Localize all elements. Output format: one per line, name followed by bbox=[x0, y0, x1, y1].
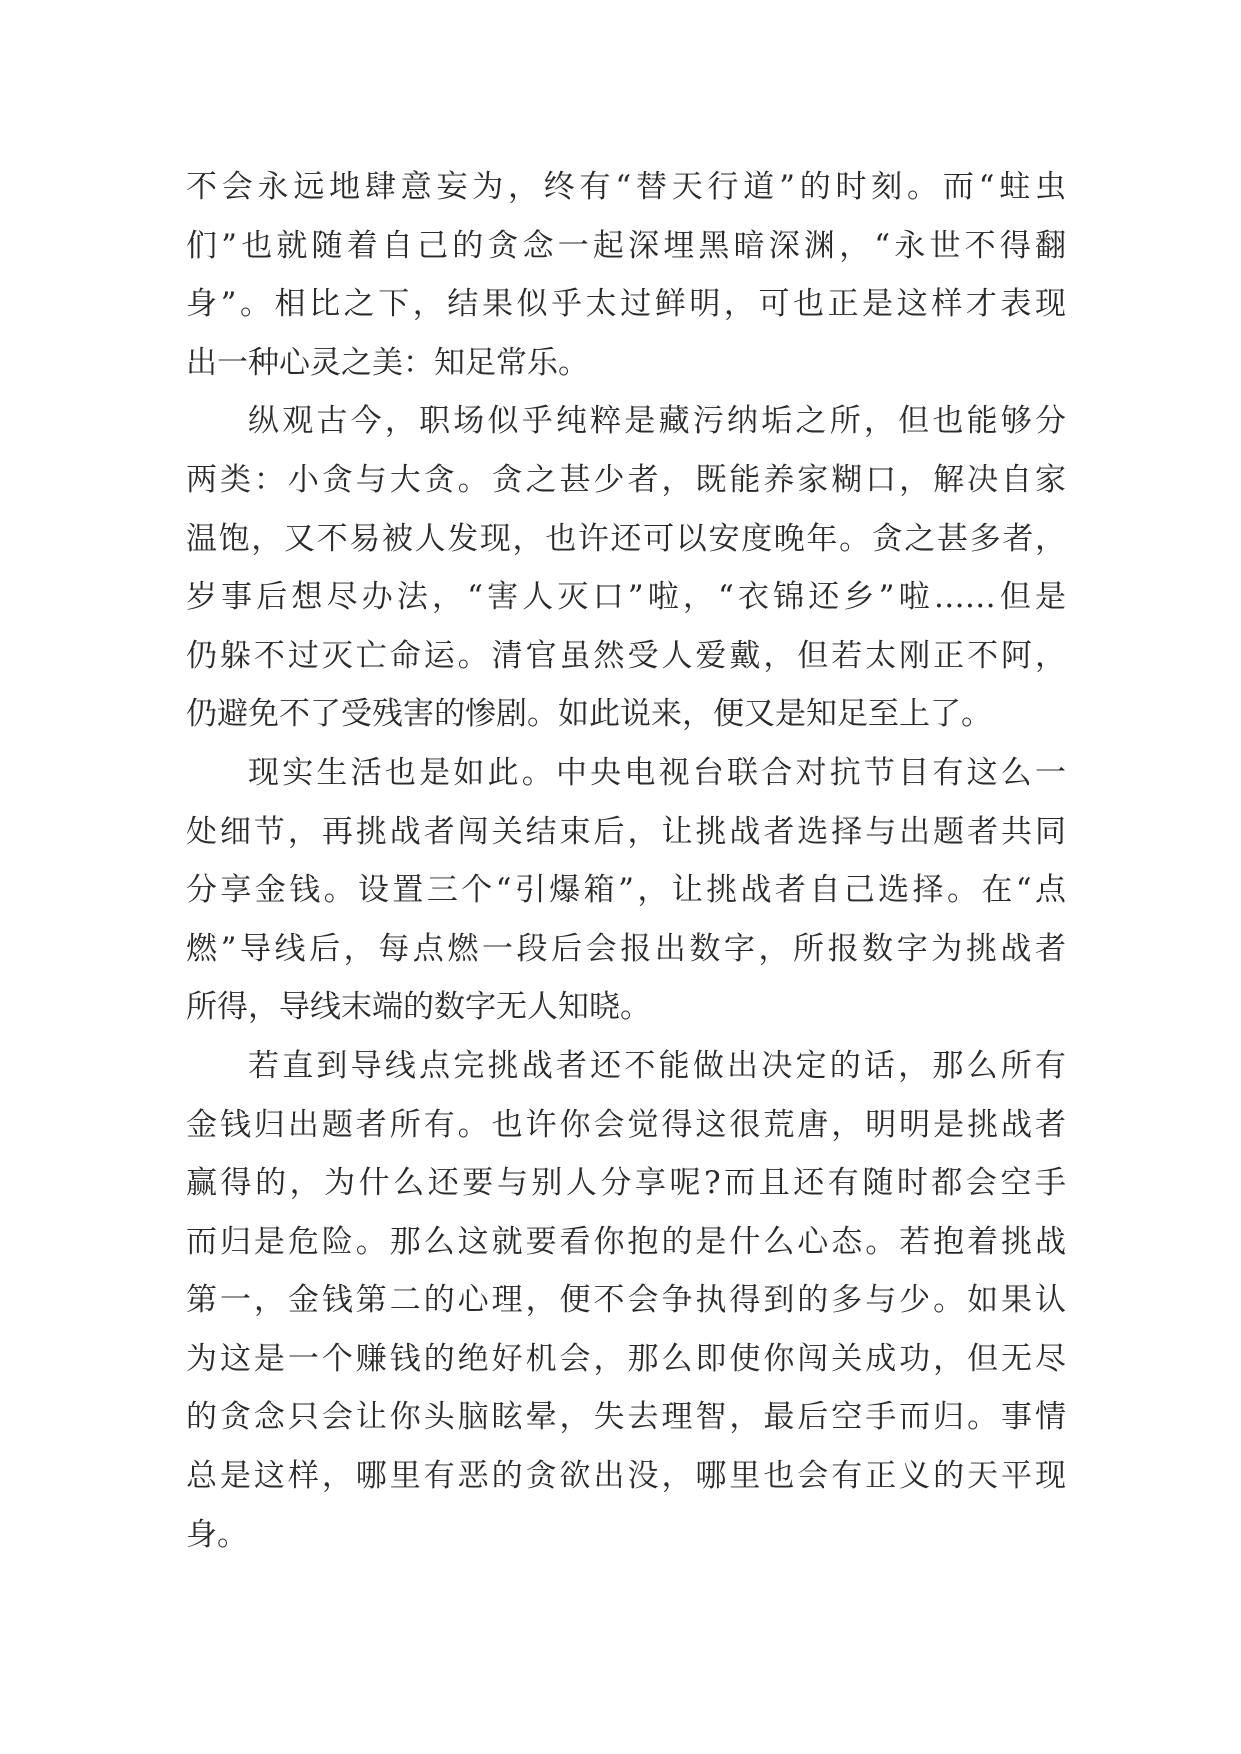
text-line: 纵观古今，职场似乎纯粹是藏污纳垢之所，但也能够分 bbox=[248, 403, 1066, 440]
text-line: 身”。相比之下，结果似乎太过鲜明，可也正是这样才表现 bbox=[186, 286, 1066, 323]
text-line: 仍避免不了受残害的惨剧。如此说来，便又是知足至上了。 bbox=[186, 696, 992, 733]
text-line: 总是这样，哪里有恶的贪欲出没，哪里也会有正义的天平现 bbox=[186, 1458, 1066, 1495]
text-line: 温饱，又不易被人发现，也许还可以安度晚年。贪之甚多者， bbox=[186, 520, 1066, 557]
text-line: 仍躲不过灭亡命运。清官虽然受人爱戴，但若太刚正不阿， bbox=[186, 637, 1066, 674]
text-line: 金钱归出题者所有。也许你会觉得这很荒唐，明明是挑战者 bbox=[186, 1106, 1066, 1143]
text-line: 燃”导线后，每点燃一段后会报出数字，所报数字为挑战者 bbox=[186, 930, 1066, 967]
text-line: 们”也就随着自己的贪念一起深埋黑暗深渊，“永世不得翻 bbox=[186, 227, 1066, 264]
text-line: 若直到导线点完挑战者还不能做出决定的话，那么所有 bbox=[248, 1047, 1066, 1084]
text-line: 身。 bbox=[186, 1516, 248, 1553]
text-line: 赢得的，为什么还要与别人分享呢?而且还有随时都会空手 bbox=[186, 1165, 1066, 1202]
text-line: 为这是一个赚钱的绝好机会，那么即使你闯关成功，但无尽 bbox=[186, 1340, 1066, 1377]
text-line: 而归是危险。那么这就要看你抱的是什么心态。若抱着挑战 bbox=[186, 1223, 1066, 1260]
document-body bbox=[186, 158, 1066, 1564]
text-line: 所得，导线末端的数字无人知晓。 bbox=[186, 989, 651, 1026]
text-line: 处细节，再挑战者闯关结束后，让挑战者选择与出题者共同 bbox=[186, 813, 1066, 850]
text-line: 出一种心灵之美：知足常乐。 bbox=[186, 344, 589, 381]
text-line: 不会永远地肆意妄为，终有“替天行道”的时刻。而“蛀虫 bbox=[186, 169, 1066, 205]
text-line: 分享金钱。设置三个“引爆箱”，让挑战者自己选择。在“点 bbox=[186, 872, 1066, 909]
text-line: 现实生活也是如此。中央电视台联合对抗节目有这么一 bbox=[248, 754, 1066, 791]
text-line: 的贪念只会让你头脑眩晕，失去理智，最后空手而归。事情 bbox=[186, 1399, 1066, 1436]
text-line: 岁事后想尽办法，“害人灭口”啦，“衣锦还乡”啦……但是 bbox=[186, 579, 1066, 616]
text-line: 第一，金钱第二的心理，便不会争执得到的多与少。如果认 bbox=[186, 1282, 1066, 1319]
text-line: 两类：小贪与大贪。贪之甚少者，既能养家糊口，解决自家 bbox=[186, 461, 1066, 498]
